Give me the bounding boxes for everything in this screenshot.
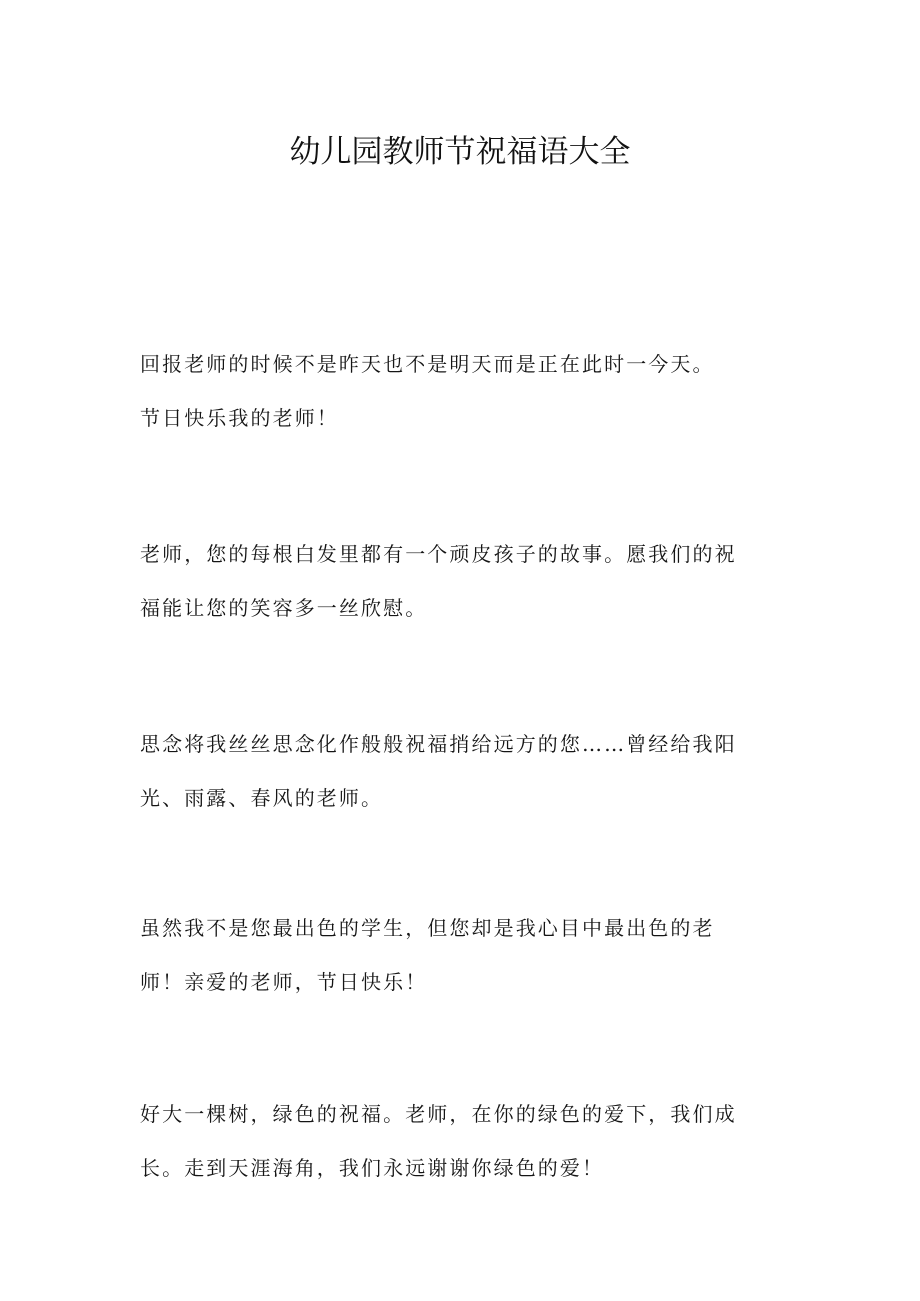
paragraph-4 bbox=[140, 901, 772, 1009]
paragraph-5 bbox=[140, 1087, 772, 1195]
paragraph-1-line-2: 节日快乐我的老师！ bbox=[140, 406, 339, 430]
paragraph-2-line-1: 老师，您的每根白发里都有一个顽皮孩子的故事。愿我们的祝 bbox=[140, 542, 737, 566]
paragraph-2 bbox=[140, 527, 772, 635]
paragraph-1-line-1: 回报老师的时候不是昨天也不是明天而是正在此时一今天。 bbox=[140, 352, 715, 376]
paragraph-4-line-2: 师！亲爱的老师，节日快乐！ bbox=[140, 970, 428, 994]
paragraph-5-line-1: 好大一棵树，绿色的祝福。老师，在你的绿色的爱下，我们成 bbox=[140, 1102, 737, 1126]
paragraph-3-line-1: 思念将我丝丝思念化作般般祝福捎给远方的您……曾经给我阳 bbox=[140, 732, 737, 756]
paragraph-3-line-2: 光、雨露、春风的老师。 bbox=[140, 786, 384, 810]
document-title: 幼儿园教师节祝福语大全 bbox=[289, 134, 631, 170]
paragraph-4-line-1: 虽然我不是您最出色的学生，但您却是我心目中最出色的老 bbox=[140, 916, 715, 940]
paragraph-3 bbox=[140, 717, 772, 825]
paragraph-2-line-2: 福能让您的笑容多一丝欣慰。 bbox=[140, 596, 428, 620]
paragraph-5-line-2: 长。走到天涯海角，我们永远谢谢你绿色的爱！ bbox=[140, 1156, 605, 1180]
paragraph-1 bbox=[140, 337, 772, 445]
